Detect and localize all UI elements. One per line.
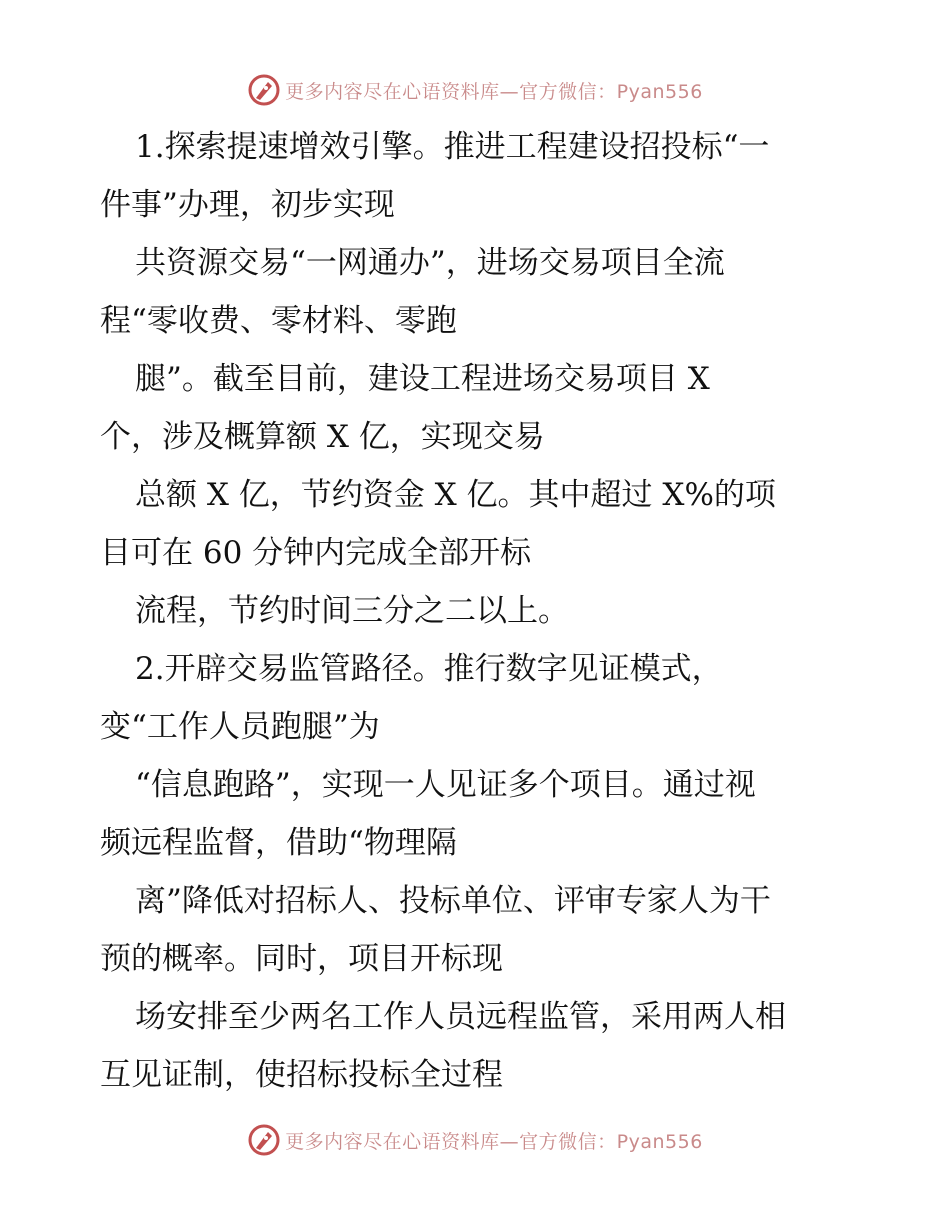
- body-line: 总额 X 亿，节约资金 X 亿。其中超过 X%的项: [135, 477, 776, 513]
- body-line: 共资源交易“一网通办”，进场交易项目全流: [135, 245, 725, 281]
- body-line: “信息跑路”，实现一人见证多个项目。通过视: [135, 767, 756, 803]
- body-line: 变“工作人员跑腿”为: [100, 709, 380, 745]
- pen-nib-logo-icon: [247, 1123, 281, 1157]
- watermark-text: 更多内容尽在心语资料库—官方微信：Pyan556: [285, 80, 703, 103]
- body-line: 频远程监督，借助“物理隔: [100, 825, 457, 861]
- body-line: 互见证制，使招标投标全过程: [100, 1057, 503, 1093]
- header-watermark: [0, 72, 950, 108]
- body-line: 流程，节约时间三分之二以上。: [135, 593, 569, 629]
- body-line: 1.探索提速增效引擎。推进工程建设招投标“一: [135, 129, 770, 165]
- body-line: 个，涉及概算额 X 亿，实现交易: [100, 419, 545, 455]
- body-line: 预的概率。同时，项目开标现: [100, 941, 503, 977]
- body-line: 目可在 60 分钟内完成全部开标: [100, 535, 532, 571]
- body-line: 离”降低对招标人、投标单位、评审专家人为干: [135, 883, 771, 919]
- body-line: 2.开辟交易监管路径。推行数字见证模式，: [135, 651, 723, 687]
- footer-watermark: [0, 1122, 950, 1158]
- body-line: 程“零收费、零材料、零跑: [100, 303, 457, 339]
- watermark-text: 更多内容尽在心语资料库—官方微信：Pyan556: [285, 1130, 703, 1153]
- pen-nib-logo-icon: [247, 73, 281, 107]
- body-line: 件事”办理，初步实现: [100, 187, 395, 223]
- body-line: 腿”。截至目前，建设工程进场交易项目 X: [135, 361, 710, 397]
- body-line: 场安排至少两名工作人员远程监管，采用两人相: [135, 999, 786, 1035]
